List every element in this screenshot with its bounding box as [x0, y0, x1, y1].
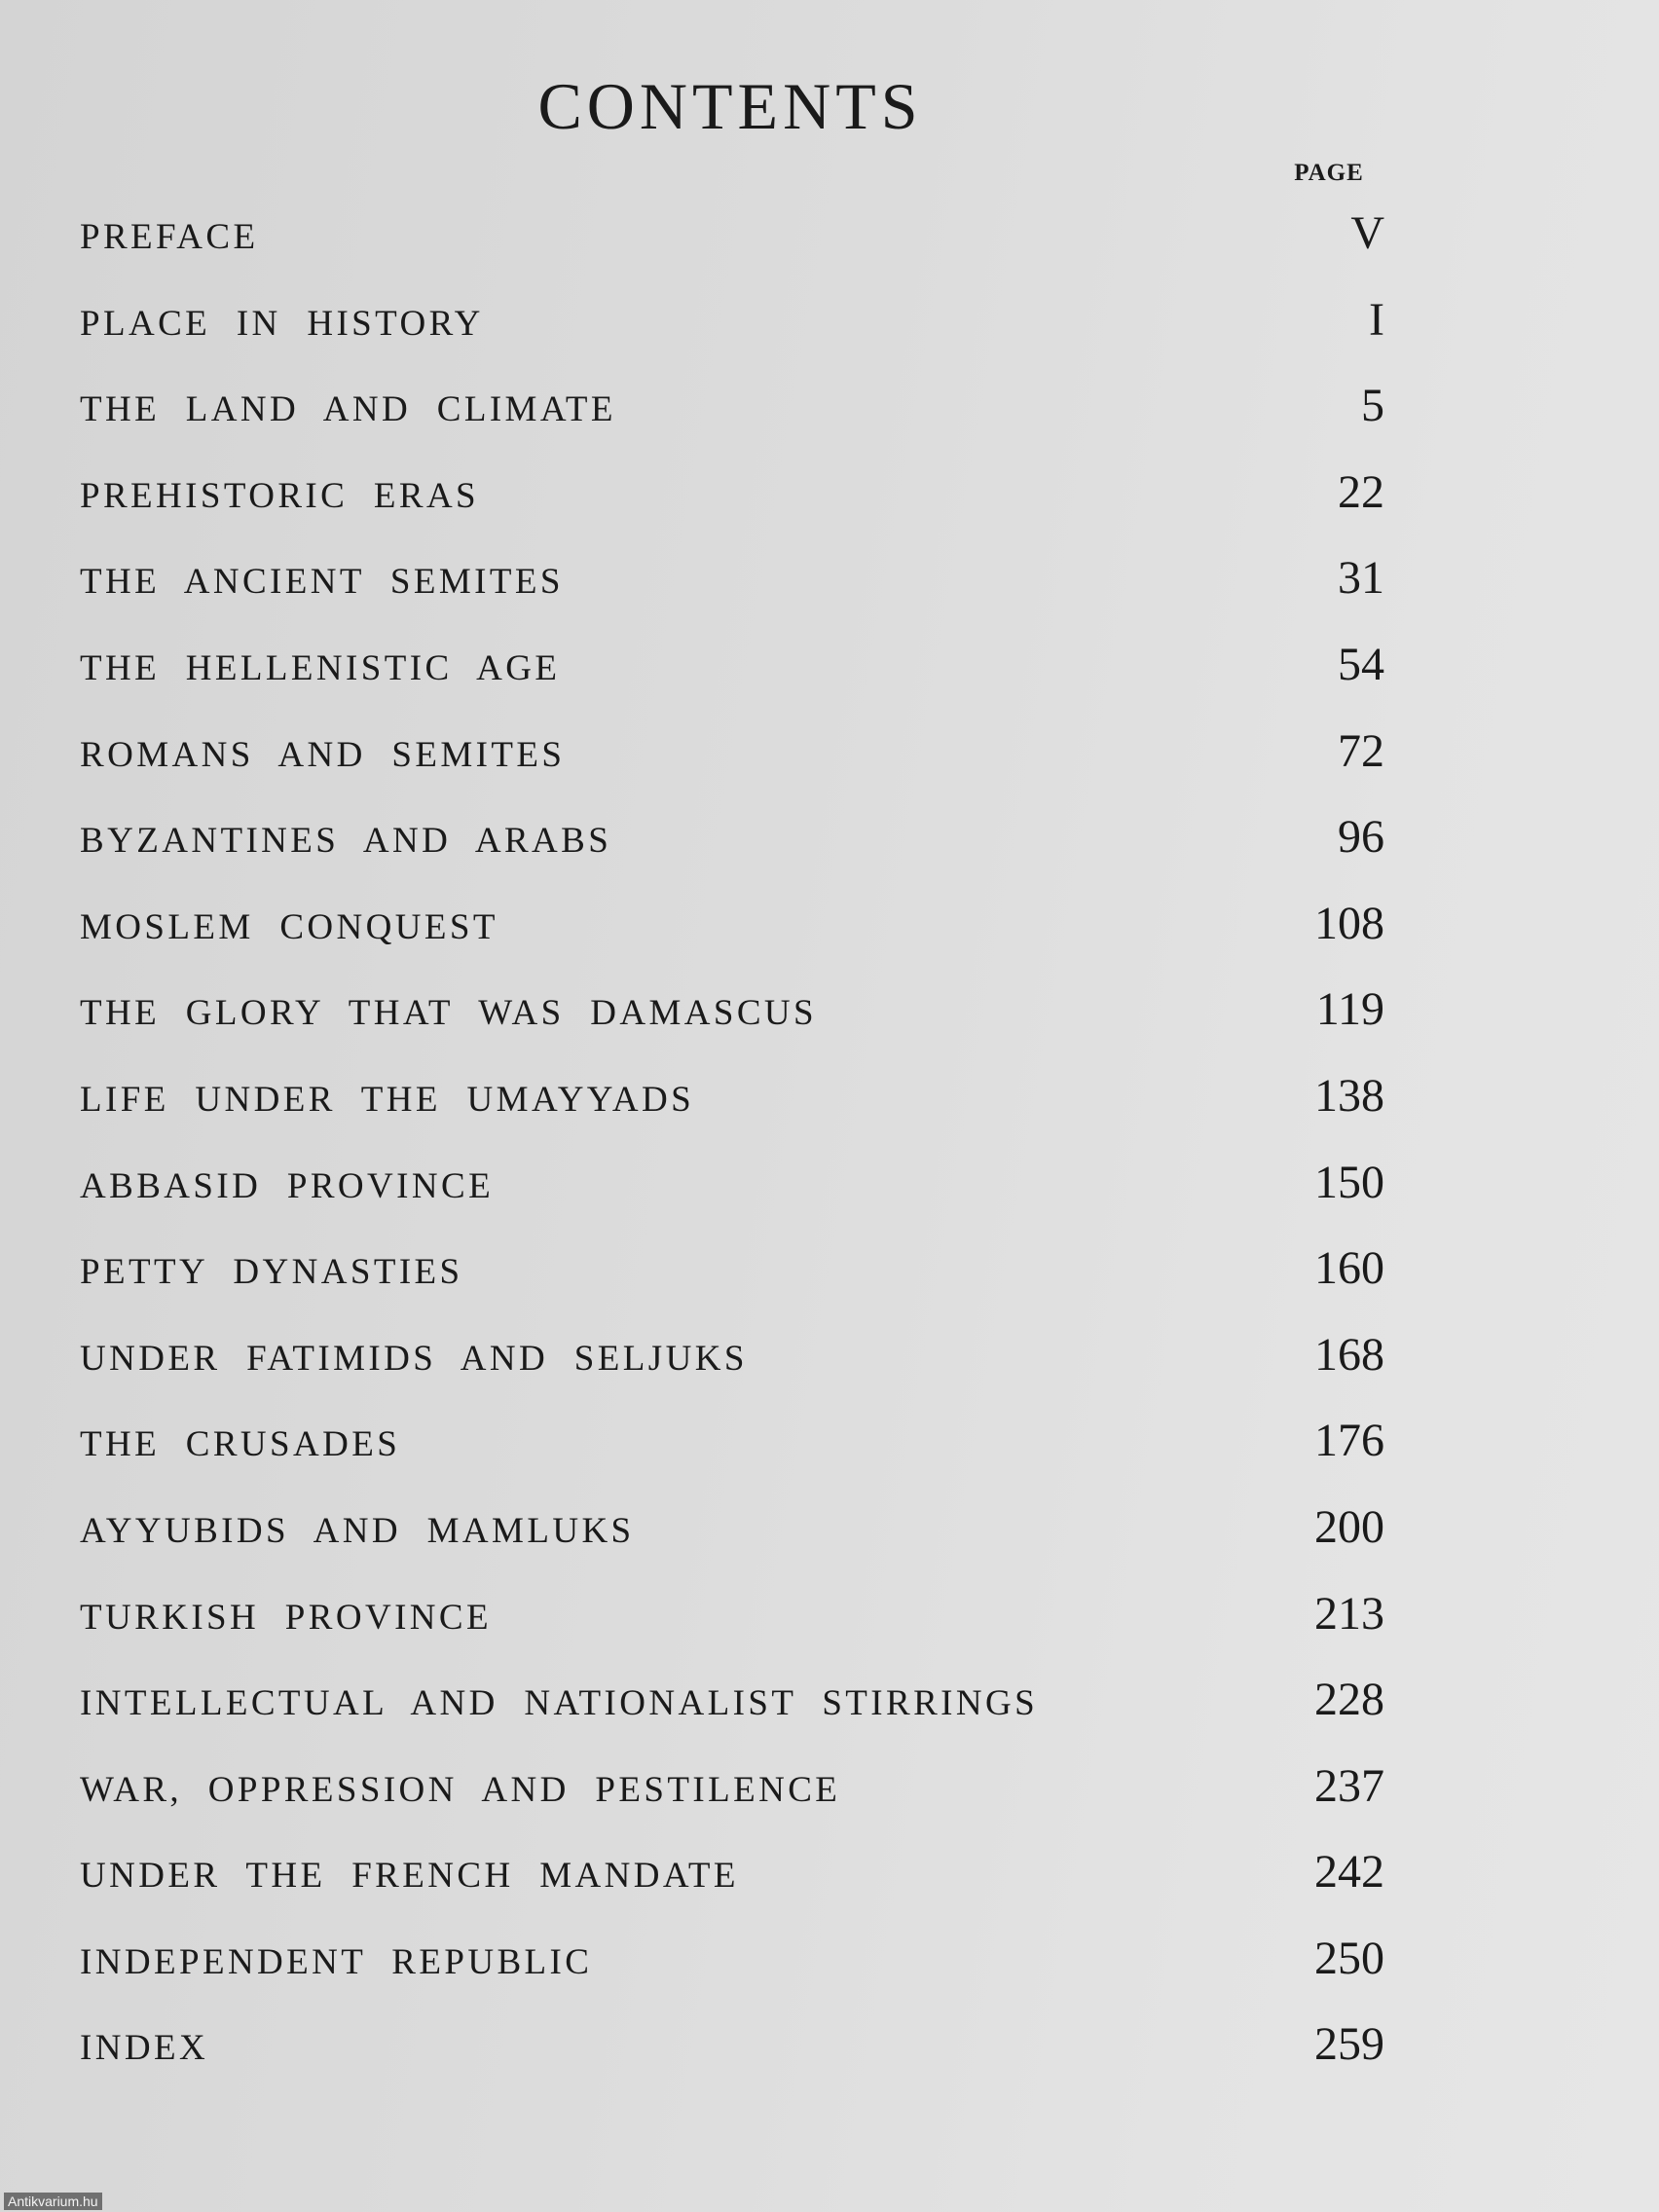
toc-entry-title: ABBASID PROVINCE [80, 1165, 495, 1206]
table-of-contents [80, 204, 1384, 2102]
toc-entry-page: 237 [1314, 1759, 1384, 1812]
toc-entry [80, 980, 1384, 1067]
toc-entry [80, 1326, 1384, 1413]
toc-entry-page: 22 [1338, 465, 1384, 518]
toc-entry-title: PETTY DYNASTIES [80, 1252, 463, 1293]
toc-entry [80, 895, 1384, 981]
toc-entry [80, 1671, 1384, 1757]
toc-entry-page: 200 [1314, 1500, 1384, 1553]
toc-entry-title: THE GLORY THAT WAS DAMASCUS [80, 993, 818, 1034]
toc-entry-page: 108 [1314, 897, 1384, 949]
toc-entry-page: 228 [1314, 1674, 1384, 1726]
toc-entry-page: 150 [1314, 1156, 1384, 1208]
page-column-label: PAGE [1294, 160, 1364, 186]
toc-entry-title: ROMANS AND SEMITES [80, 734, 566, 775]
toc-entry [80, 1757, 1384, 1844]
toc-entry-page: I [1369, 293, 1384, 346]
toc-entry-title: INTELLECTUAL AND NATIONALIST STIRRINGS [80, 1683, 1039, 1724]
toc-entry-title: TURKISH PROVINCE [80, 1597, 493, 1638]
toc-entry [80, 808, 1384, 895]
toc-entry [80, 1930, 1384, 2016]
toc-entry-page: 54 [1338, 638, 1384, 690]
toc-entry-page: 259 [1314, 2018, 1384, 2071]
toc-entry-title: THE HELLENISTIC AGE [80, 647, 561, 688]
toc-entry-page: 72 [1338, 724, 1384, 777]
toc-entry-page: V [1350, 207, 1384, 259]
toc-entry-title: PREFACE [80, 217, 259, 257]
toc-entry [80, 1843, 1384, 1930]
toc-entry-title: THE CRUSADES [80, 1424, 401, 1465]
toc-entry-title: UNDER FATIMIDS AND SELJUKS [80, 1338, 748, 1379]
toc-entry [80, 1239, 1384, 1326]
toc-entry-page: 176 [1314, 1415, 1384, 1467]
toc-entry [80, 204, 1384, 291]
toc-entry-page: 168 [1314, 1328, 1384, 1381]
toc-entry [80, 1585, 1384, 1672]
toc-entry [80, 722, 1384, 809]
toc-entry-title: PREHISTORIC ERAS [80, 475, 480, 516]
toc-entry-page: 96 [1338, 811, 1384, 864]
toc-entry-page: 242 [1314, 1846, 1384, 1899]
toc-entry [80, 1498, 1384, 1585]
toc-entry-page: 213 [1314, 1587, 1384, 1640]
toc-entry-title: MOSLEM CONQUEST [80, 906, 498, 947]
toc-entry [80, 1067, 1384, 1154]
toc-entry-title: INDEX [80, 2028, 209, 2069]
toc-entry-page: 5 [1361, 380, 1384, 432]
toc-entry [80, 1412, 1384, 1498]
toc-entry-title: BYZANTINES AND ARABS [80, 821, 612, 862]
toc-entry-page: 119 [1315, 983, 1384, 1036]
toc-entry-title: INDEPENDENT REPUBLIC [80, 1941, 593, 1982]
toc-entry-page: 160 [1314, 1242, 1384, 1295]
toc-entry-page: 138 [1314, 1069, 1384, 1122]
toc-entry-page: 31 [1338, 552, 1384, 605]
toc-entry [80, 291, 1384, 378]
toc-entry-title: THE ANCIENT SEMITES [80, 562, 564, 603]
toc-entry-title: LIFE UNDER THE UMAYYADS [80, 1079, 695, 1120]
toc-entry-title: THE LAND AND CLIMATE [80, 389, 616, 430]
toc-entry [80, 463, 1384, 550]
page-title: CONTENTS [537, 69, 923, 143]
toc-entry-title: AYYUBIDS AND MAMLUKS [80, 1510, 635, 1551]
toc-entry-page: 250 [1314, 1932, 1384, 1984]
watermark: Antikvarium.hu [4, 2193, 102, 2210]
toc-entry-title: WAR, OPPRESSION AND PESTILENCE [80, 1769, 841, 1810]
toc-entry [80, 2015, 1384, 2102]
toc-entry [80, 1154, 1384, 1240]
toc-entry [80, 549, 1384, 636]
toc-entry-title: PLACE IN HISTORY [80, 303, 484, 344]
toc-entry [80, 636, 1384, 722]
toc-entry [80, 377, 1384, 463]
toc-entry-title: UNDER THE FRENCH MANDATE [80, 1856, 739, 1897]
